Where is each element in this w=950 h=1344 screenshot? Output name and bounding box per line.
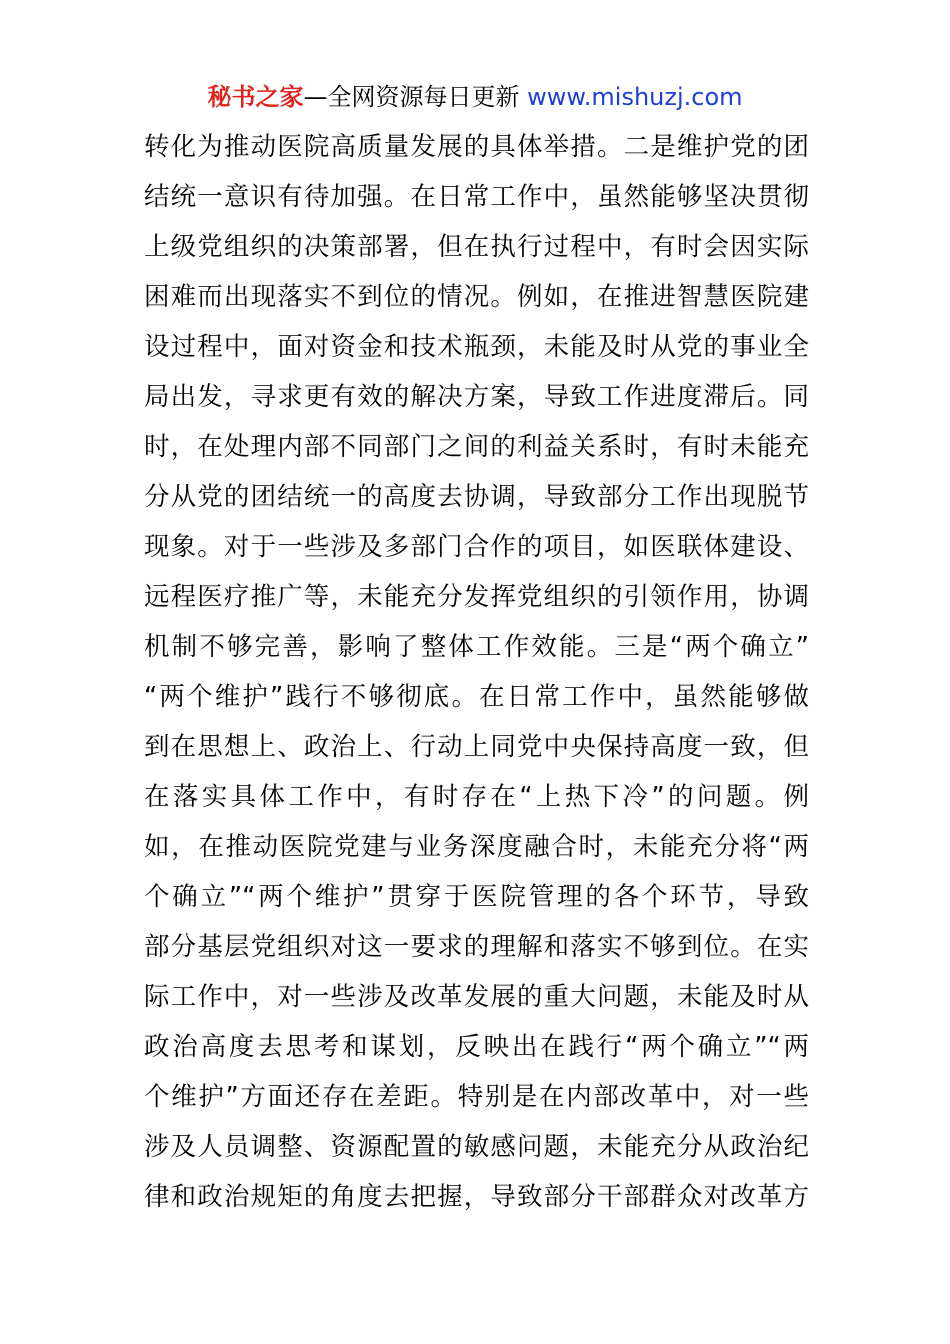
site-header	[0, 80, 950, 114]
text-line: 现象。对于一些涉及多部门合作的项目，如医联体建设、	[144, 532, 809, 562]
text-line: “两个维护”践行不够彻底。在日常工作中，虽然能够做	[144, 682, 809, 712]
text-line: 在落实具体工作中，有时存在“上热下冷”的问题。例	[144, 782, 809, 812]
text-line: 个确立”“两个维护”贯穿于医院管理的各个环节，导致	[144, 882, 809, 912]
text-line: 困难而出现落实不到位的情况。例如，在推进智慧医院建	[144, 282, 809, 312]
text-line: 到在思想上、政治上、行动上同党中央保持高度一致，但	[144, 732, 809, 762]
text-line: 涉及人员调整、资源配置的敏感问题，未能充分从政治纪	[144, 1132, 809, 1162]
text-line: 转化为推动医院高质量发展的具体举措。二是维护党的团	[144, 132, 809, 162]
text-line: 结统一意识有待加强。在日常工作中，虽然能够坚决贯彻	[144, 182, 809, 212]
text-line: 时，在处理内部不同部门之间的利益关系时，有时未能充	[144, 432, 809, 462]
site-url-link[interactable]: www.mishuzj.com	[527, 83, 743, 111]
text-line: 设过程中，面对资金和技术瓶颈，未能及时从党的事业全	[144, 332, 809, 362]
text-line: 局出发，寻求更有效的解决方案，导致工作进度滞后。同	[144, 382, 809, 412]
text-line: 际工作中，对一些涉及改革发展的重大问题，未能及时从	[144, 982, 809, 1012]
document-body	[144, 122, 809, 1222]
text-line: 机制不够完善，影响了整体工作效能。三是“两个确立”	[144, 632, 809, 662]
text-line: 律和政治规矩的角度去把握，导致部分干部群众对改革方	[144, 1182, 809, 1212]
text-line: 政治高度去思考和谋划，反映出在践行“两个确立”“两	[144, 1032, 809, 1062]
text-line: 上级党组织的决策部署，但在执行过程中，有时会因实际	[144, 232, 809, 262]
text-line: 远程医疗推广等，未能充分发挥党组织的引领作用，协调	[144, 582, 809, 612]
text-line: 如，在推动医院党建与业务深度融合时，未能充分将“两	[144, 832, 809, 862]
text-line: 个维护”方面还存在差距。特别是在内部改革中，对一些	[144, 1082, 809, 1112]
text-line: 部分基层党组织对这一要求的理解和落实不够到位。在实	[144, 932, 809, 962]
text-line: 分从党的团结统一的高度去协调，导致部分工作出现脱节	[144, 482, 809, 512]
brand-name: 秘书之家	[207, 83, 304, 111]
header-tagline: —全网资源每日更新	[303, 83, 528, 111]
